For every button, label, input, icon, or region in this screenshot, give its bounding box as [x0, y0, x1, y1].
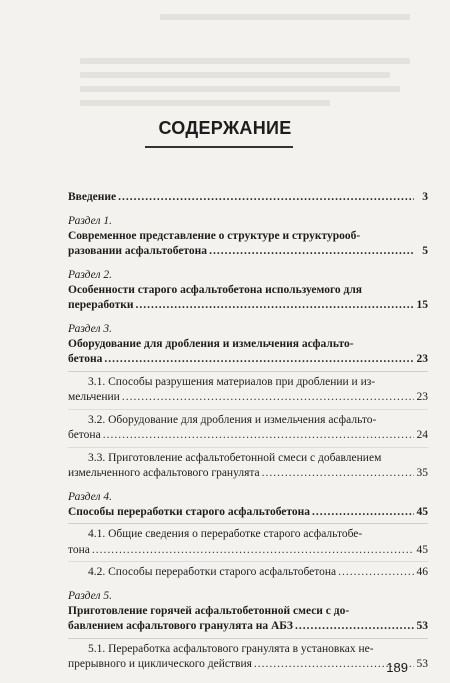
- dot-leader: [338, 565, 414, 581]
- toc-subentry: [68, 642, 428, 673]
- subentry-page: 23: [416, 391, 428, 403]
- subentry-title: бетона: [68, 429, 101, 441]
- dot-leader: [135, 298, 414, 314]
- toc-subentry: [68, 565, 428, 581]
- page-number: 189: [386, 660, 408, 675]
- subentry-title: 4.2. Способы переработки старого асфальтобетона: [88, 566, 337, 578]
- divider: [68, 447, 428, 448]
- entry-title: Оборудование для дробления и измельчения асфальто-: [68, 337, 354, 350]
- subentry-title: 3.3. Приготовление асфальтобетонной смеси с добавлением: [88, 451, 382, 464]
- divider: [68, 409, 428, 410]
- divider: [68, 523, 428, 524]
- section-label: Раздел 3.: [68, 322, 112, 335]
- entry-title: Современное представление о структуре и структурооб-: [68, 229, 361, 242]
- bleed-through: [80, 58, 410, 64]
- divider: [68, 638, 428, 639]
- bleed-through: [80, 72, 390, 78]
- bleed-through: [80, 86, 400, 92]
- dot-leader: [103, 428, 414, 444]
- section-label: Раздел 4.: [68, 490, 112, 503]
- toc-subentry: [68, 413, 428, 444]
- entry-page: 15: [416, 299, 428, 311]
- dot-leader: [209, 244, 414, 260]
- entry-title: Способы переработки старого асфальтобетона: [68, 505, 311, 518]
- entry-page: 45: [416, 505, 428, 518]
- subentry-title: 5.1. Переработка асфальтового гранулята в установках не-: [88, 642, 374, 655]
- entry-title: Приготовление горячей асфальтобетонной смеси с до-: [68, 604, 350, 617]
- section-label: Раздел 2.: [68, 268, 112, 281]
- dot-leader: [92, 543, 414, 559]
- subentry-title: 3.2. Оборудование для дробления и измельчения асфальто-: [88, 413, 377, 426]
- entry-page: 3: [422, 191, 428, 203]
- dot-leader: [104, 352, 414, 368]
- bleed-through: [160, 14, 410, 20]
- bleed-through: [80, 100, 330, 106]
- toc-section-2: [68, 268, 428, 314]
- subentry-page: 35: [416, 467, 428, 479]
- title-underline: [145, 146, 293, 148]
- toc-section-1: [68, 214, 428, 260]
- entry-title: бавлением асфальтового гранулята на АБЗ: [68, 620, 293, 632]
- toc-section-4: [68, 490, 428, 581]
- entry-title: Особенности старого асфальтобетона используемого для: [68, 283, 363, 296]
- entry-page: 5: [422, 245, 428, 257]
- subentry-title: прерывного и циклического действия: [68, 658, 252, 670]
- toc-entry-intro: [68, 190, 428, 206]
- page-title: СОДЕРЖАНИЕ: [158, 118, 292, 138]
- subentry-title: 3.1. Способы разрушения материалов при дроблении и из-: [88, 375, 376, 388]
- table-of-contents: [68, 190, 428, 673]
- entry-page: 23: [416, 353, 428, 365]
- toc-section-5: [68, 589, 428, 673]
- toc-section-3: [68, 322, 428, 482]
- subentry-page: 46: [416, 566, 428, 578]
- subentry-title: 4.1. Общие сведения о переработке старого асфальтобе-: [88, 528, 363, 540]
- entry-title: Введение: [68, 191, 117, 203]
- divider: [68, 371, 428, 372]
- toc-subentry: [68, 375, 428, 406]
- subentry-page: 24: [416, 429, 428, 441]
- section-label: Раздел 1.: [68, 214, 112, 227]
- dot-leader: [312, 505, 414, 521]
- divider: [68, 561, 428, 562]
- dot-leader: [295, 619, 414, 635]
- entry-title: разовании асфальтобетона: [68, 245, 208, 257]
- entry-page: 53: [416, 620, 428, 632]
- section-label: Раздел 5.: [68, 589, 112, 602]
- subentry-title: измельченного асфальтового гранулята: [68, 467, 260, 479]
- dot-leader: [122, 390, 414, 406]
- subentry-page: 45: [416, 543, 428, 556]
- subentry-title: тона: [68, 543, 90, 556]
- toc-subentry: [68, 451, 428, 482]
- dot-leader: [262, 466, 414, 482]
- subentry-title: мельчении: [68, 391, 120, 403]
- toc-subentry: [68, 527, 428, 558]
- dot-leader: [118, 190, 414, 206]
- subentry-page: 53: [416, 658, 428, 670]
- entry-title: бетона: [68, 353, 103, 365]
- entry-title: переработки: [68, 299, 134, 311]
